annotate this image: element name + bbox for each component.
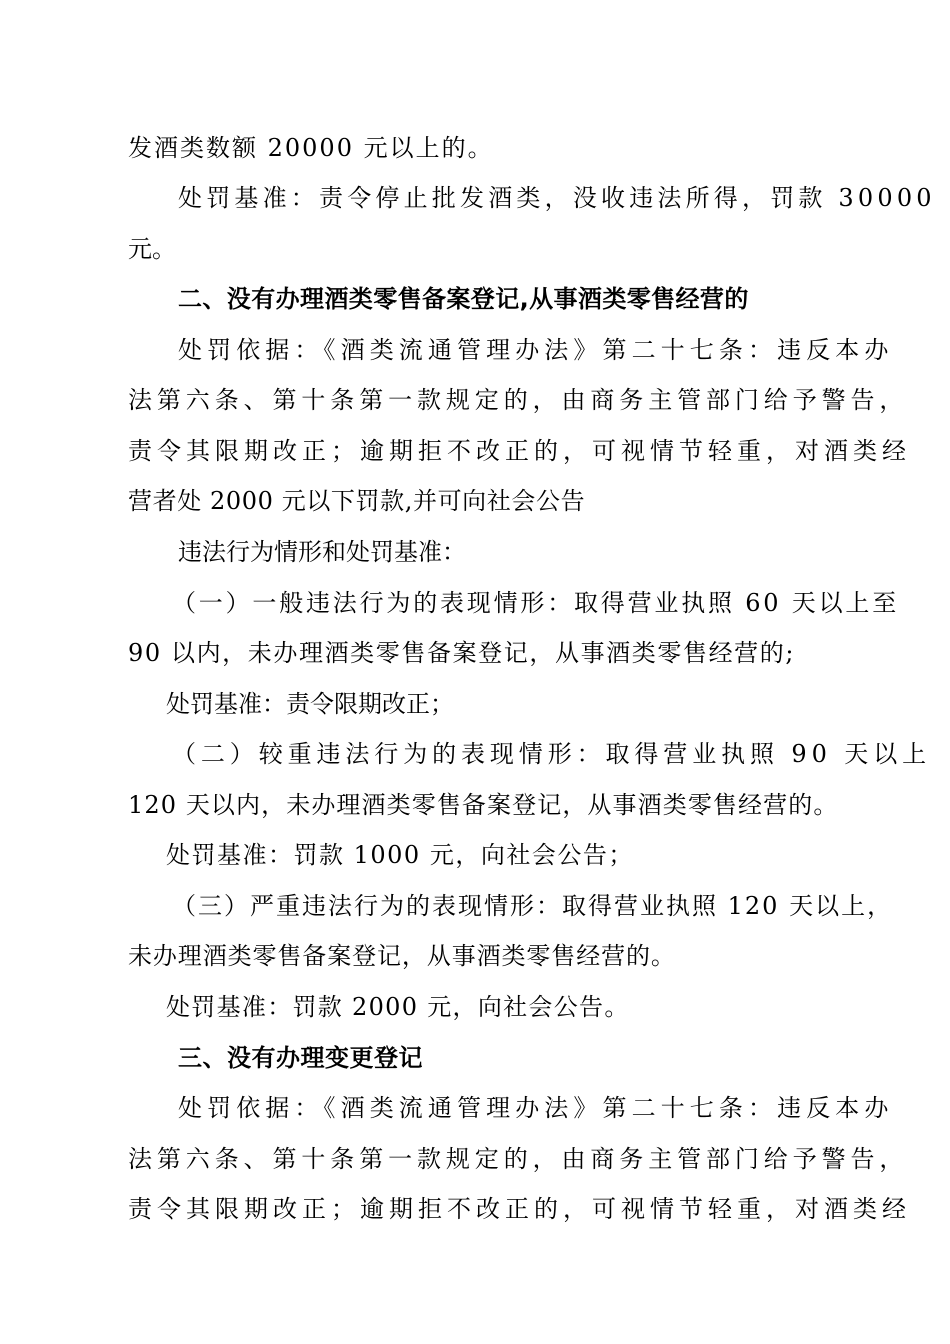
text-line: 处罚基准：罚款 2000 元，向社会公告。	[166, 993, 630, 1021]
text-line: 处罚基准：责令限期改正；	[166, 690, 454, 718]
text-line: 处罚依据：《酒类流通管理办法》第二十七条：违反本办	[178, 336, 894, 364]
text-line: 120 天以内，未办理酒类零售备案登记，从事酒类零售经营的。	[128, 791, 839, 819]
text-line: 营者处 2000 元以下罚款,并可向社会公告	[128, 487, 586, 515]
text-line: 违法行为情形和处罚基准：	[178, 538, 466, 566]
text-line: 处罚基准：责令停止批发酒类，没收违法所得，罚款 30000	[178, 184, 936, 212]
text-line: 发酒类数额 20000 元以上的。	[128, 134, 494, 162]
section-heading: 二、没有办理酒类零售备案登记,从事酒类零售经营的	[178, 285, 749, 313]
text-line: 处罚基准：罚款 1000 元，向社会公告；	[166, 841, 634, 869]
text-line: 责令其限期改正；逾期拒不改正的，可视情节轻重，对酒类经	[128, 1195, 911, 1223]
text-line: 责令其限期改正；逾期拒不改正的，可视情节轻重，对酒类经	[128, 437, 911, 465]
text-line: 元。	[128, 235, 176, 263]
text-line: 法第六条、第十条第一款规定的，由商务主管部门给予警告，	[128, 386, 909, 414]
section-heading: 三、没有办理变更登记	[178, 1044, 423, 1072]
text-line: 90 以内，未办理酒类零售备案登记，从事酒类零售经营的;	[128, 639, 796, 667]
text-line: （一）一般违法行为的表现情形：取得营业执照 60 天以上至	[172, 589, 899, 617]
text-line: （二）较重违法行为的表现情形：取得营业执照 90 天以上	[172, 740, 931, 768]
text-line: 未办理酒类零售备案登记，从事酒类零售经营的。	[128, 942, 676, 970]
text-line: （三）严重违法行为的表现情形：取得营业执照 120 天以上，	[172, 892, 894, 920]
text-line: 处罚依据：《酒类流通管理办法》第二十七条：违反本办	[178, 1094, 894, 1122]
text-line: 法第六条、第十条第一款规定的，由商务主管部门给予警告，	[128, 1145, 909, 1173]
